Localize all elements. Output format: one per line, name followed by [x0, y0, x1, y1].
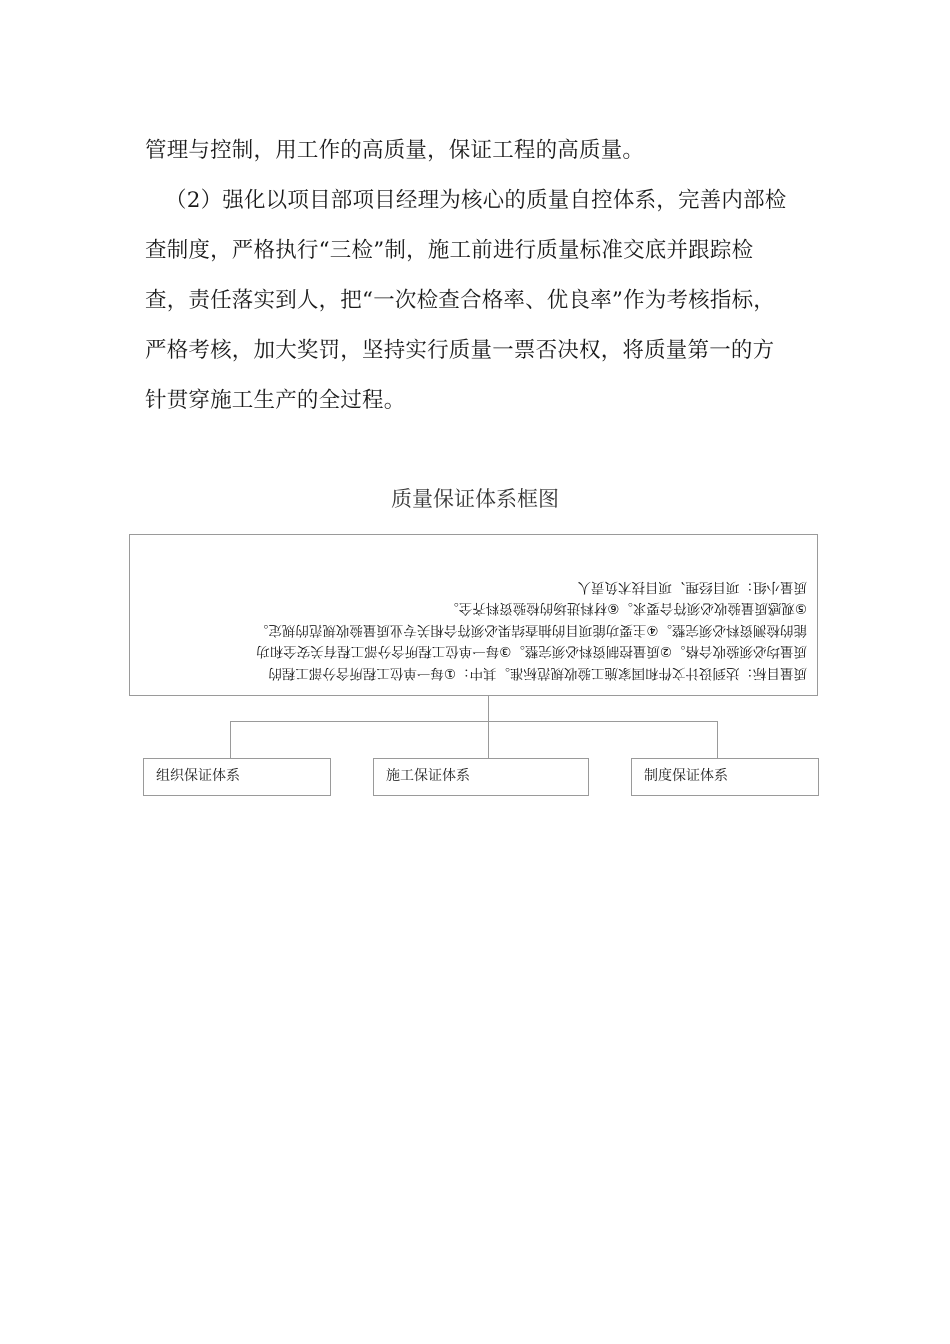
organization-guarantee-box: 组织保证体系 [143, 758, 331, 796]
goal-line: 质量均必须验收合格。②质量控制资料必须完整。③每一单位工程所含分部工程有关安全和功 [256, 643, 807, 660]
paragraph-line-6: 针贯穿施工生产的全过程。 [145, 388, 406, 413]
connector-center [488, 721, 489, 758]
paragraph-line-2: （2）强化以项目部项目经理为核心的质量自控体系，完善内部检 [165, 188, 787, 213]
quality-goal-text [130, 575, 817, 683]
diagram-title: 质量保证体系框图 [391, 487, 559, 511]
goal-line: 质量小组：项目经理、项目技术负责人 [577, 579, 807, 595]
quality-goal-box [129, 534, 818, 696]
goal-line: 能的检测资料必须完整。④主要功能项目的抽查结果必须符合相关专业质量验收规范的规定。 [254, 622, 807, 638]
connector-right [717, 721, 718, 758]
paragraph-line-3: 查制度，严格执行“三检”制，施工前进行质量标准交底并跟踪检 [145, 238, 754, 263]
connector-horizontal [230, 721, 718, 722]
paragraph-line-5: 严格考核，加大奖罚，坚持实行质量一票否决权，将质量第一的方 [145, 338, 775, 363]
connector-left [230, 721, 231, 758]
construction-guarantee-box: 施工保证体系 [373, 758, 589, 796]
system-guarantee-box: 制度保证体系 [631, 758, 819, 796]
paragraph-line-4: 查，责任落实到人，把“一次检查合格率、优良率”作为考核指标， [145, 288, 775, 313]
goal-line: ⑤观感质量验收必须符合要求。⑥材料进场的检验资料齐全。 [445, 600, 807, 617]
connector-vertical-main [488, 696, 489, 721]
goal-line: 质量目标：达到设计文件和国家施工验收规范标准。其中：①每一单位工程所含分部工程的 [268, 665, 807, 681]
paragraph-line-1: 管理与控制，用工作的高质量，保证工程的高质量。 [145, 138, 645, 163]
